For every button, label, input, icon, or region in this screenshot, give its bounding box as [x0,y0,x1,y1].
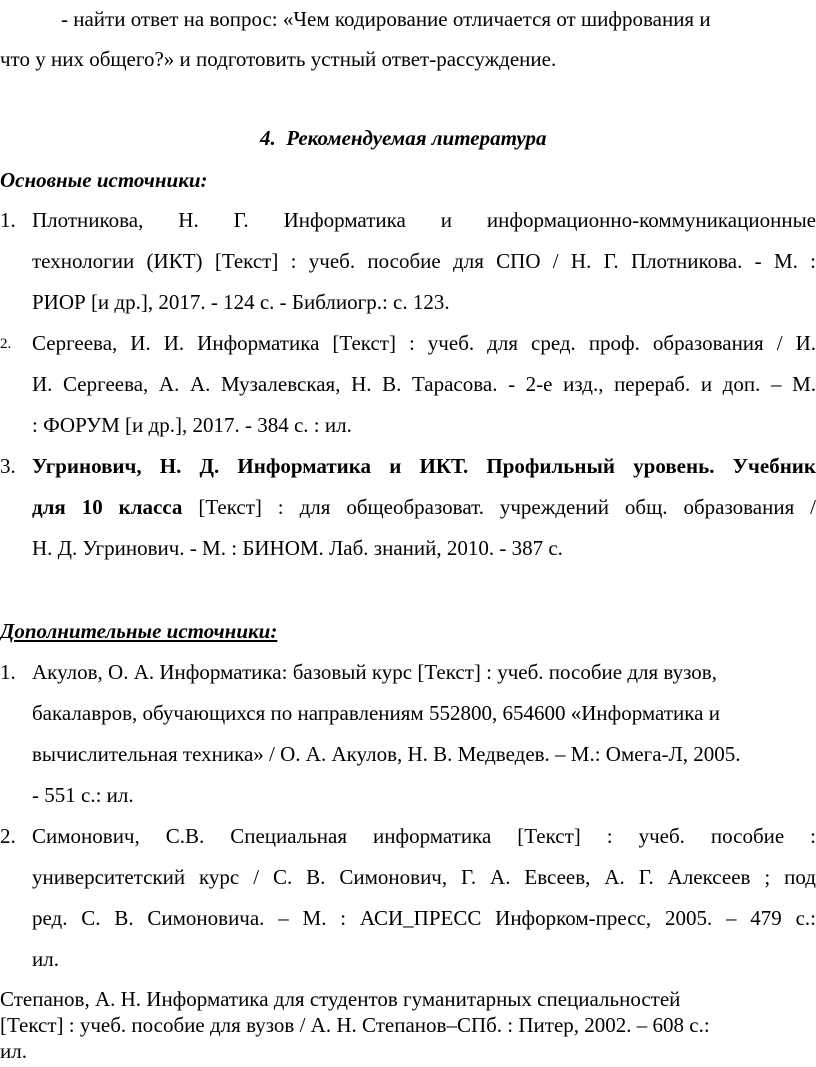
extra-item-2-line-2: университетский курс / С. В. Симонович, Г. А. Евсеев, А. Г. Алексеев ; под [32,867,816,889]
main-item-2-number: 2. [0,336,12,352]
extra-sources-heading: Дополнительные источники: [0,619,278,643]
main-item-3-line-3: Н. Д. Угринович. - М. : БИНОМ. Лаб. знаний, 2010. - 387 с. [32,536,563,560]
main-item-1-number: 1. [0,208,16,232]
intro-line-2: что у них общего?» и подготовить устный ответ-рассуждение. [0,47,557,71]
main-item-3-rest: [Текст] : для общеобразоват. учреждений общ. образования / [182,497,816,519]
section-number: 4. [260,126,276,150]
main-item-2-line-1: Сергеева, И. И. Информатика [Текст] : учеб. для сред. проф. образования / И. [32,333,816,355]
main-item-3-line-2 [32,497,816,523]
main-item-3-bold-part: для 10 класса [32,497,183,519]
extra-item-2-line-4: ил. [32,947,59,971]
section-title-text: Рекомендуемая литература [286,126,547,150]
main-item-3-number: 3. [0,454,16,478]
tail-line-2: [Текст] : учеб. пособие для вузов / А. Н. Степанов–СПб. : Питер, 2002. – 608 с.: [0,1013,710,1037]
main-item-3-line-1: Угринович, Н. Д. Информатика и ИКТ. Профильный уровень. Учебник [32,456,816,478]
tail-line-3: ил. [0,1039,27,1063]
extra-item-1-number: 1. [0,660,16,684]
section-title [260,128,546,149]
extra-item-1-line-4: - 551 с.: ил. [32,783,134,807]
extra-item-1-line-1: Акулов, О. А. Информатика: базовый курс [Текст] : учеб. пособие для вузов, [32,660,717,684]
main-item-2-line-2: И. Сергеева, А. А. Музалевская, Н. В. Тарасова. - 2-е изд., перераб. и доп. – М. [32,374,816,396]
extra-item-2-number: 2. [0,824,16,848]
tail-line-1: Степанов, А. Н. Информатика для студентов гуманитарных специальностей [0,987,681,1011]
extra-item-2-line-1: Симонович, С.В. Специальная информатика [Текст] : учеб. пособие : [32,826,816,848]
extra-item-2-line-3: ред. С. В. Симоновича. – М. : АСИ_ПРЕСС Инфорком-пресс, 2005. – 479 с.: [32,908,816,930]
main-item-2-line-3: : ФОРУМ [и др.], 2017. - 384 с. : ил. [32,413,352,437]
extra-item-1-line-2: бакалавров, обучающихся по направлениям 552800, 654600 «Информатика и [32,701,720,725]
main-sources-heading: Основные источники: [0,168,208,192]
main-item-1-line-1: Плотникова, Н. Г. Информатика и информационно-коммуникационные [32,210,816,232]
extra-item-1-line-3: вычислительная техника» / О. А. Акулов, Н. В. Медведев. – М.: Омега-Л, 2005. [32,742,741,766]
main-item-1-line-2: технологии (ИКТ) [Текст] : учеб. пособие для СПО / Н. Г. Плотникова. - М. : [32,251,816,273]
intro-line-1: - найти ответ на вопрос: «Чем кодирование отличается от шифрования и [61,7,711,31]
main-item-1-line-3: РИОР [и др.], 2017. - 124 с. - Библиогр.: с. 123. [32,290,450,314]
